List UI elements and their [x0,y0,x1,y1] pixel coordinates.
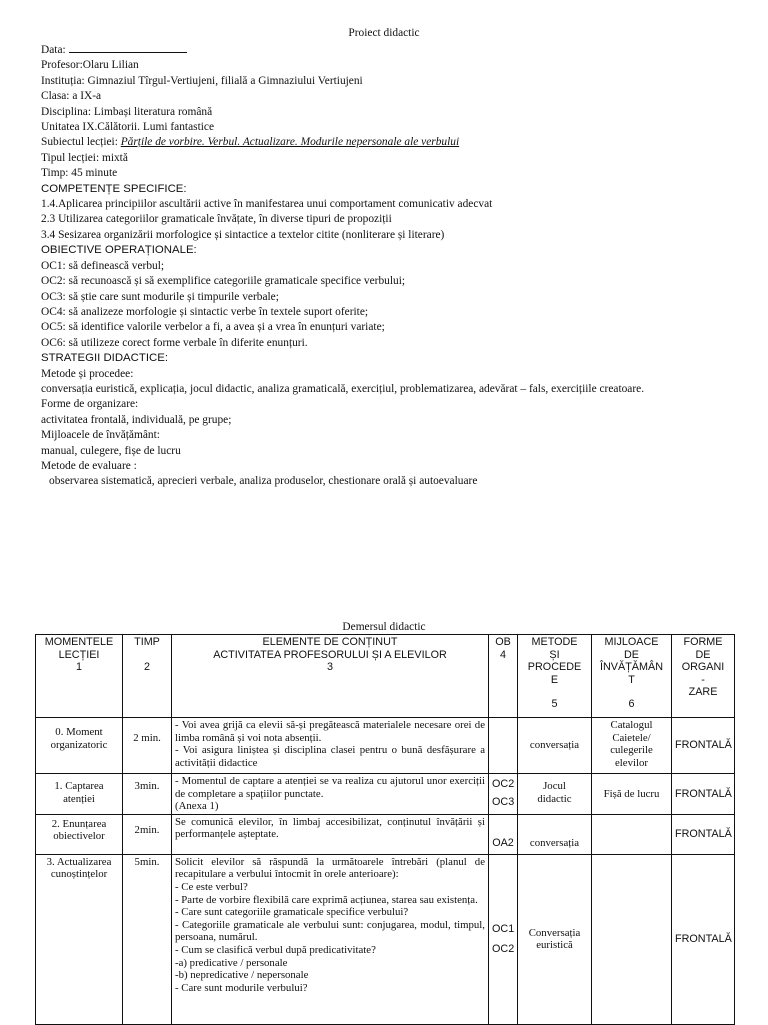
header-number: 1 [75,661,82,674]
cell-text: - Care sunt categoriile gramaticale specifice verbului? [175,906,409,919]
cell-text: conversația [529,837,580,850]
cell-methods [518,854,592,1024]
cell-text: OC3 [492,796,515,808]
header-text: PROCEDE [527,661,582,674]
header-text: METODE [531,636,578,648]
competences-heading: COMPETENȚE SPECIFICE: [41,182,187,195]
header-text: LECȚIEI [58,648,100,661]
cell-forms: FRONTALĂ [672,718,735,774]
header-text: T [628,673,635,686]
teacher-line: Profesor:Olaru Lilian [41,59,139,72]
header-text: - [701,673,705,686]
header-text: ȘI [549,648,560,661]
cell-text: OC2 [492,943,515,956]
header-content [172,635,489,718]
cell-moment [36,814,123,854]
cell-text: Fișă de lucru [603,787,660,800]
cell-text: cunoștințelor [50,868,108,881]
document-title: Proiect didactic [348,27,420,39]
header-number: 4 [499,648,506,661]
date-blank [69,41,187,53]
header-forms [672,635,735,718]
cell-content [172,814,489,854]
cell-text: Solicit elevilor să răspundă la următoarele întrebări (planul de recapitulare a verbului întocmit în orele anterioare): [175,855,485,881]
cell-means [592,814,672,854]
methods-value: conversația euristică, explicația, jocul didactic, analiza gramaticală, exercițiul, problematizarea, adevărat – fals, exercițiile creatoare. [41,382,645,395]
cell-text: 2. Enunțarea [51,817,107,830]
objective-item: OC6: să utilizeze corect forme verbale în diferite enunțuri. [41,336,308,349]
cell-text: culegerile [610,744,653,757]
cell-text: - Care sunt modurile verbului? [175,981,308,994]
header-objectives [489,635,518,718]
lesson-type-line: Tipul lecției: mixtă [41,151,128,164]
header-number: 3 [326,661,333,674]
cell-text: Caietele/ [612,731,651,744]
objective-item: OC3: să știe care sunt modurile și timpurile verbale; [41,290,279,303]
lesson-plan-title: Demersul didactic [342,621,426,633]
unit-line: Unitatea IX.Călătorii. Lumi fantastice [41,121,215,134]
cell-text: Jocul [543,780,566,792]
cell-moment [36,718,123,774]
header-time [123,635,172,718]
means-value: manual, culegere, fișe de lucru [41,444,181,457]
table-row [36,718,735,774]
cell-content [172,854,489,1024]
class-line: Clasa: a IX-a [41,90,102,103]
cell-methods [518,814,592,854]
header-methods [518,635,592,718]
objective-item: OC2: să recunoască și să exemplifice categoriile gramaticale specifice verbului; [41,275,406,288]
table-row [36,854,735,1024]
header-means [592,635,672,718]
cell-text: - Voi asigura liniștea și disciplina clasei pentru o bună desfășurare a activității didactice [175,744,485,769]
cell-text: - Ce este verbul? [175,880,248,893]
evaluation-label: Metode de evaluare : [41,459,137,472]
cell-text: - Parte de vorbire flexibilă care exprimă acțiunea, starea sau existența. [175,893,478,906]
header-text: MIJLOACE [604,636,659,648]
subject-label: Subiectul lecției: [41,136,121,149]
competence-item: 1.4.Aplicarea principiilor ascultării active în manifestarea unui comportament comunicativ adecvat [41,198,493,211]
table-row [36,814,735,854]
institution-line: Instituția: Gimnaziul Tîrgul-Vertiujeni, filială a Gimnaziului Vertiujeni [41,74,363,87]
cell-text: conversația [529,739,580,752]
cell-text: obiectivelor [53,830,105,843]
cell-text: OC1 [492,923,515,936]
competence-item: 3.4 Sesizarea organizării morfologice și sintactice a textelor citite (nonliterare și literare) [41,228,445,241]
header-text: DE [624,648,639,661]
cell-text: -b) nepredicative / nepersonale [175,969,309,982]
time-line: Timp: 45 minute [41,167,118,180]
cell-text: atenției [63,792,95,805]
cell-means [592,774,672,815]
cell-text: organizatoric [50,738,108,751]
lesson-plan-table [35,634,735,1025]
cell-forms: FRONTALĂ [672,814,735,854]
cell-content [172,718,489,774]
cell-moment [36,774,123,815]
header-number: 2 [143,660,150,673]
header-text: ELEMENTE DE CONȚINUT [262,636,398,648]
discipline-line: Disciplina: Limbași literatura română [41,105,213,118]
document-header [41,41,756,490]
cell-text: Se comunică elevilor, în limbaj accesibilizat, conținutul învățării și performanțele așteptate. [175,815,485,841]
table-row [36,774,735,815]
means-label: Mijloacele de învățământ: [41,429,160,442]
header-text: E [550,673,559,686]
cell-time: 5min. [123,854,172,1024]
cell-text: 0. Moment [55,726,103,738]
subject-value: Părțile de vorbire. Verbul. Actualizare. Modurile nepersonale ale verbului [120,136,460,149]
cell-text: - Categoriile gramaticale ale verbului sunt: conjugarea, modul, timpul, persoana, numărul. [175,918,485,944]
header-text: ACTIVITATEA PROFESORULUI ȘI A ELEVILOR [213,648,447,661]
cell-text: Conversația [528,926,581,939]
cell-means [592,854,672,1024]
cell-time: 3min. [123,774,172,815]
cell-text: 3. Actualizarea [46,855,112,868]
cell-means [592,718,672,774]
date-line [41,41,756,58]
cell-moment [36,854,123,1024]
cell-text: 1. Captarea [54,780,104,792]
evaluation-value: observarea sistematică, aprecieri verbale, analiza produselor, chestionare orală și autoevaluare [49,475,478,488]
cell-forms: FRONTALĂ [672,854,735,1024]
cell-text: - Momentul de captare a atenției se va realiza cu ajutorul unor exerciții de completare a spațiilor punctate. [175,775,485,800]
cell-forms: FRONTALĂ [672,774,735,815]
cell-time: 2min. [123,814,172,854]
header-text: OB [495,636,511,648]
cell-objectives [489,718,518,774]
cell-objectives [489,854,518,1024]
cell-methods [518,718,592,774]
objective-item: OC1: să definească verbul; [41,259,165,272]
objective-item: OC4: să analizeze morfologie și sintactic verbe în textele suport oferite; [41,305,369,318]
header-text: DE [695,648,711,661]
header-number: 6 [628,698,635,711]
competence-item: 2.3 Utilizarea categoriilor gramaticale învățate, în diverse tipuri de propoziții [41,213,392,226]
strategies-heading: STRATEGII DIDACTICE: [41,352,168,365]
subject-line [41,135,756,150]
organization-label: Forme de organizare: [41,398,139,411]
cell-time: 2 min. [123,718,172,774]
header-text: TIMP [134,636,160,648]
cell-methods [518,774,592,815]
header-text: MOMENTELE [44,636,114,648]
cell-objectives [489,814,518,854]
header-text: FORME [683,636,723,648]
cell-content [172,774,489,815]
date-label: Data: [41,44,66,56]
cell-text: - Cum se clasifică verbul după predicativitate? [175,943,376,956]
cell-text: didactic [537,792,572,805]
cell-text: elevilor [615,756,648,769]
header-number: 5 [551,698,558,711]
cell-text: OC2 [492,778,515,790]
cell-text: euristică [536,939,573,952]
header-text: ÎNVĂȚĂMÂN [600,661,663,674]
cell-text: Catalogul [610,719,653,731]
organization-value: activitatea frontală, individuală, pe grupe; [41,413,232,426]
header-text: ZARE [688,686,718,699]
table-header-row [36,635,735,718]
header-text: ORGANI [681,661,725,674]
cell-text: - Voi avea grijă ca elevii să-și pregătească materialele necesare orei de limba română și voi nota absenții. [175,719,485,744]
cell-text: OA2 [492,837,514,850]
cell-objectives [489,774,518,815]
cell-text: (Anexa 1) [175,800,219,813]
objective-item: OC5: să identifice valorile verbelor a fi, a avea și a vrea în enunțuri variate; [41,321,385,334]
objectives-heading: OBIECTIVE OPERAȚIONALE: [41,244,197,257]
header-moments [36,635,123,718]
cell-text: -a) predicative / personale [175,956,288,969]
methods-label: Metode și procedee: [41,367,134,380]
